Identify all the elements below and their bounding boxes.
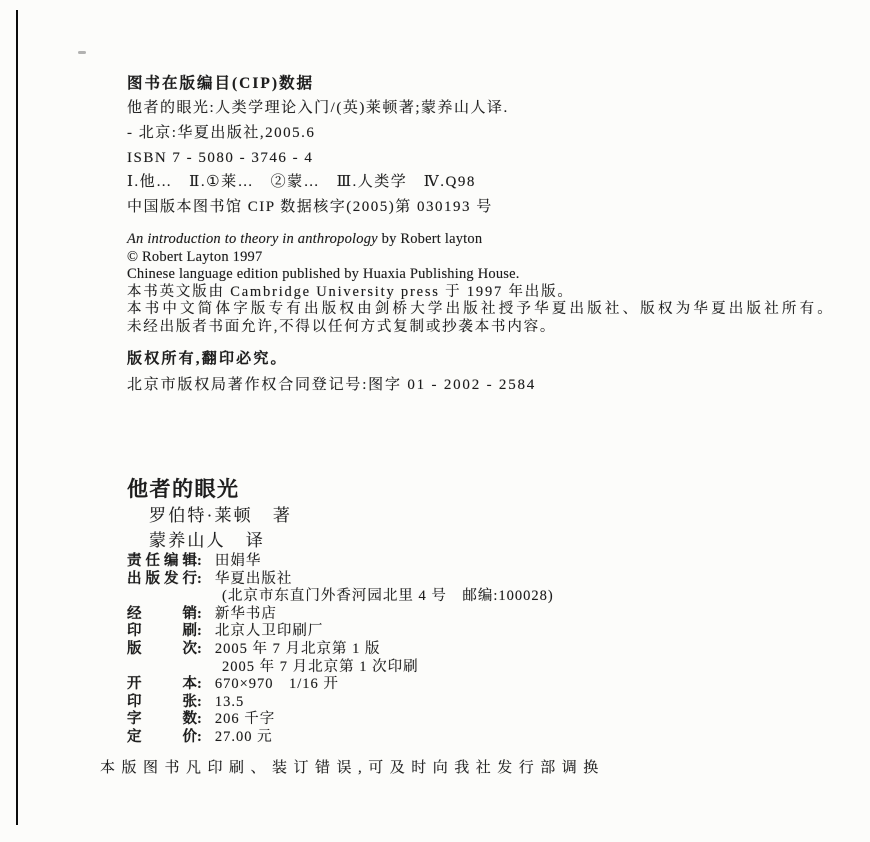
colophon-label: 责任编辑 xyxy=(127,553,197,569)
colophon-value: 华夏出版社 xyxy=(214,570,293,587)
colophon-value: 新华书店 xyxy=(214,605,277,622)
colophon-colon: : xyxy=(197,605,202,622)
colophon-row-edition xyxy=(127,641,554,659)
copyright-line: © Robert Layton 1997 xyxy=(127,248,263,265)
cip-line-publisher: - 北京:华夏出版社,2005.6 xyxy=(127,124,316,141)
colophon-colon: : xyxy=(197,570,202,587)
colophon-row-editor xyxy=(127,553,554,571)
defect-exchange-note: 本版图书凡印刷、装订错误,可及时向我社发行部调换 xyxy=(100,760,605,776)
colophon-label: 开本 xyxy=(127,676,197,693)
colophon-value: 北京人卫印刷厂 xyxy=(214,623,324,640)
english-edition-note: 本书英文版由 Cambridge University press 于 1997 年出版。 xyxy=(127,283,574,300)
colophon-row-price xyxy=(127,729,554,747)
cip-line-title: 他者的眼光:人类学理论入门/(英)莱顿著;蒙养山人译. xyxy=(127,100,509,116)
colophon-label: 印刷 xyxy=(127,623,197,640)
colophon-label: 版次 xyxy=(127,640,197,657)
printing-run-line: 2005 年 7 月北京第 1 次印刷 xyxy=(222,658,419,675)
colophon-row-publisher xyxy=(127,571,554,589)
author-line xyxy=(149,505,292,526)
no-copy-note: 未经出版者书面允许,不得以任何方式复制或抄袭本书内容。 xyxy=(127,318,557,335)
colophon-block xyxy=(127,553,554,747)
translator-role: 译 xyxy=(245,531,266,550)
rights-notice-block xyxy=(127,346,536,398)
colophon-value: 2005 年 7 月北京第 1 版 xyxy=(214,640,381,657)
colophon-colon: : xyxy=(197,676,202,693)
author-role: 著 xyxy=(272,506,293,525)
translator-line xyxy=(149,530,292,551)
cip-heading: 图书在版编目(CIP)数据 xyxy=(127,75,315,92)
colophon-colon: : xyxy=(197,693,202,710)
book-title: 他者的眼光 xyxy=(127,477,240,501)
cip-line-classification: Ⅰ.他… Ⅱ.①莱… ②蒙… Ⅲ.人类学 Ⅳ.Q98 xyxy=(127,174,476,191)
english-title-author: by Robert layton xyxy=(377,231,483,247)
chinese-edition-line: Chinese language edition published by Huaxia Publishing House. xyxy=(127,266,520,283)
colophon-colon: : xyxy=(197,728,202,745)
colophon-label: 经销 xyxy=(127,605,197,622)
colophon-value: 田娟华 xyxy=(214,553,262,569)
colophon-row-format xyxy=(127,676,554,694)
colophon-row-printer xyxy=(127,623,554,641)
cip-block xyxy=(127,71,509,220)
colophon-row-sheets xyxy=(127,694,554,712)
author-name: 罗伯特·莱顿 xyxy=(149,506,253,525)
colophon-value: 27.00 元 xyxy=(214,728,273,745)
colophon-value: 13.5 xyxy=(214,693,245,710)
colophon-value: 206 千字 xyxy=(214,711,276,728)
edition-rights-block xyxy=(127,231,835,337)
english-title-line xyxy=(127,231,835,249)
translator-name: 蒙养山人 xyxy=(149,531,226,550)
colophon-value: 670×970 1/16 开 xyxy=(214,676,339,693)
cip-line-record-number: 中国版本图书馆 CIP 数据核字(2005)第 030193 号 xyxy=(127,199,493,216)
rights-reserved-line: 版权所有,翻印必究。 xyxy=(127,351,288,367)
scan-smudge xyxy=(78,51,86,54)
colophon-row-wordcount xyxy=(127,711,554,729)
registration-number-line: 北京市版权局著作权合同登记号:图字 01 - 2002 - 2584 xyxy=(127,377,537,393)
title-block xyxy=(127,477,292,551)
colophon-colon: : xyxy=(197,553,202,569)
colophon-row-distributor xyxy=(127,606,554,624)
colophon-label: 字数 xyxy=(127,711,197,728)
publisher-address: (北京市东直门外香河园北里 4 号 邮编:100028) xyxy=(222,588,554,605)
simplified-rights-note: 本书中文简体字版专有出版权由剑桥大学出版社授予华夏出版社、版权为华夏出版社所有。 xyxy=(127,301,835,318)
scan-edge-line xyxy=(16,10,18,825)
colophon-colon: : xyxy=(197,640,202,657)
english-title-italic: An introduction to theory in anthropology xyxy=(127,231,378,247)
colophon-colon: : xyxy=(197,711,202,728)
colophon-label: 定价 xyxy=(127,728,197,745)
cip-line-isbn: ISBN 7 - 5080 - 3746 - 4 xyxy=(127,149,314,166)
colophon-colon: : xyxy=(197,623,202,640)
colophon-label: 出版发行 xyxy=(127,570,197,587)
colophon-label: 印张 xyxy=(127,693,197,710)
